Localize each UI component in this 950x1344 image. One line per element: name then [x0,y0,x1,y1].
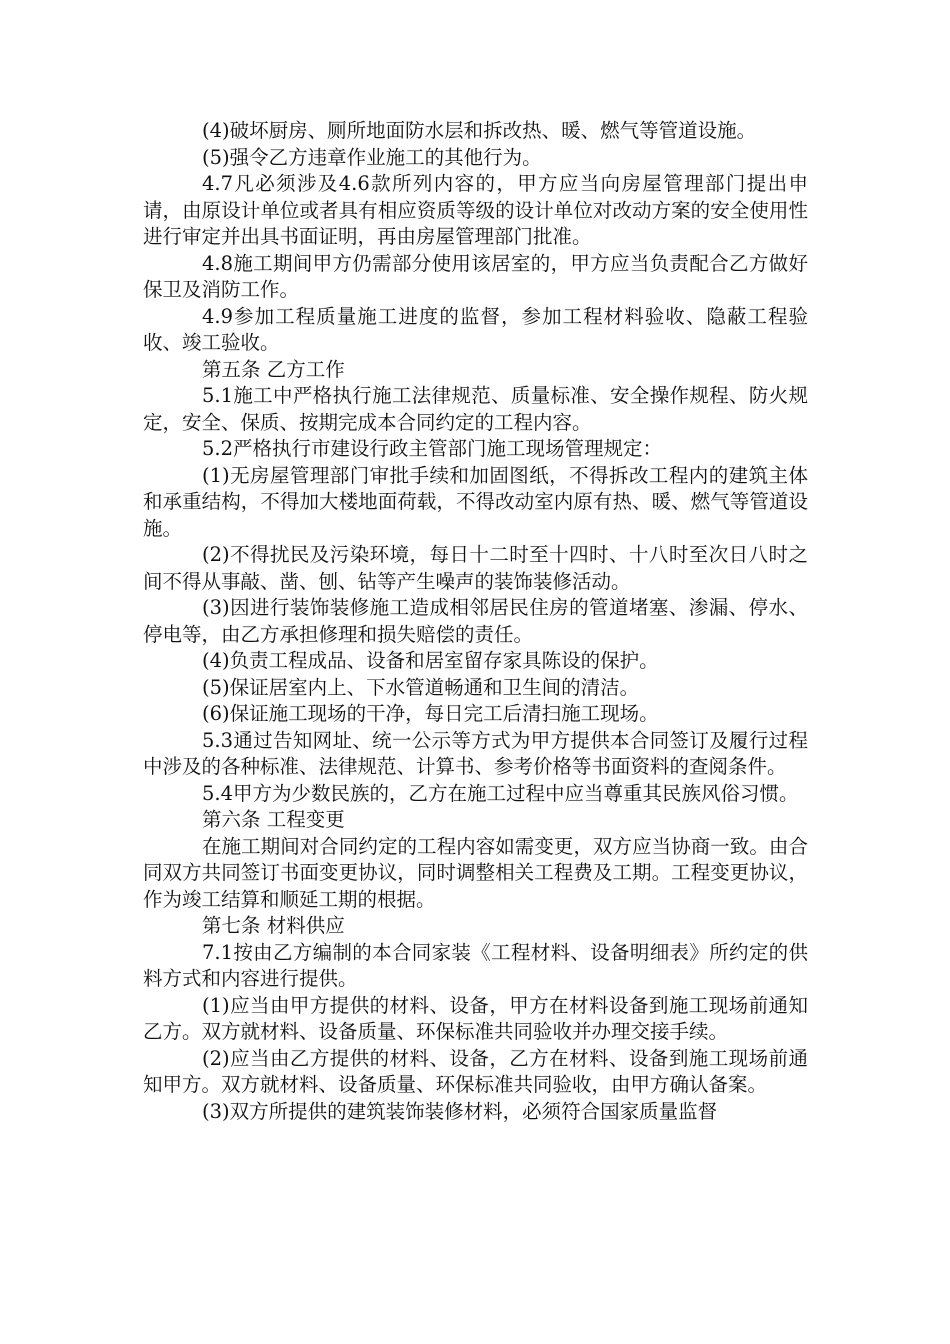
clause-5-3: 5.3通过告知网址、统一公示等方式为甲方提供本合同签订及履行过程中涉及的各种标准、法律规范、计算书、参考价格等书面资料的查阅条件。 [143,728,808,778]
clause-4-8: 4.8施工期间甲方仍需部分使用该居室的，甲方应当负责配合乙方做好保卫及消防工作。 [143,251,808,301]
clause-5-2-item-3: (3)因进行装饰装修施工造成相邻居民住房的管道堵塞、渗漏、停水、停电等，由乙方承担修理和损失赔偿的责任。 [143,596,808,646]
clause-5-2-item-1: (1)无房屋管理部门审批手续和加固图纸，不得拆改工程内的建筑主体和承重结构，不得加大楼地面荷载，不得改动室内原有热、暖、燃气等管道设施。 [143,463,808,540]
document-body [143,118,808,1125]
clause-7-1-item-1: (1)应当由甲方提供的材料、设备，甲方在材料设备到施工现场前通知乙方。双方就材料、设备质量、环保标准共同验收并办理交接手续。 [143,993,808,1043]
article-5-heading: 第五条 乙方工作 [202,357,345,381]
clause-4-7: 4.7凡必须涉及4.6款所列内容的，甲方应当向房屋管理部门提出申请，由原设计单位或者具有相应资质等级的设计单位对改动方案的安全使用性进行审定并出具书面证明，再由房屋管理部门批准。 [143,172,808,248]
clause-4-6-item-4: (4)破坏厨房、厕所地面防水层和拆改热、暖、燃气等管道设施。 [202,119,757,142]
clause-5-2-item-6: (6)保证施工现场的干净，每日完工后清扫施工现场。 [202,702,659,725]
clause-5-2-item-5: (5)保证居室内上、下水管道畅通和卫生间的清洁。 [202,675,640,699]
clause-7-1-item-2: (2)应当由乙方提供的材料、设备，乙方在材料、设备到施工现场前通知甲方。双方就材料、设备质量、环保标准共同验收，由甲方确认备案。 [143,1046,808,1096]
clause-7-1-item-3: (3)双方所提供的建筑装饰装修材料，必须符合国家质量监督 [202,1099,718,1123]
article-7-heading: 第七条 材料供应 [202,914,345,937]
clause-4-6-item-5: (5)强令乙方违章作业施工的其他行为。 [202,145,542,169]
clause-7-1: 7.1按由乙方编制的本合同家装《工程材料、设备明细表》所约定的供料方式和内容进行提供。 [143,940,808,990]
article-6-heading: 第六条 工程变更 [202,808,345,831]
clause-5-2: 5.2严格执行市建设行政主管部门施工现场管理规定： [202,437,663,460]
clause-5-2-item-4: (4)负责工程成品、设备和居室留存家具陈设的保护。 [202,649,659,672]
clause-4-9: 4.9参加工程质量施工进度的监督，参加工程材料验收、隐蔽工程验收、竣工验收。 [143,304,808,354]
clause-5-4: 5.4甲方为少数民族的，乙方在施工过程中应当尊重其民族风俗习惯。 [202,781,799,805]
clause-5-1: 5.1施工中严格执行施工法律规范、质量标准、安全操作规程、防火规定，安全、保质、按期完成本合同约定的工程内容。 [143,384,808,434]
article-6-body: 在施工期间对合同约定的工程内容如需变更，双方应当协商一致。由合同双方共同签订书面变更协议，同时调整相关工程费及工期。工程变更协议，作为竣工结算和顺延工期的根据。 [143,834,808,911]
clause-5-2-item-2: (2)不得扰民及污染环境，每日十二时至十四时、十八时至次日八时之间不得从事敲、凿、刨、钻等产生噪声的装饰装修活动。 [143,543,808,593]
